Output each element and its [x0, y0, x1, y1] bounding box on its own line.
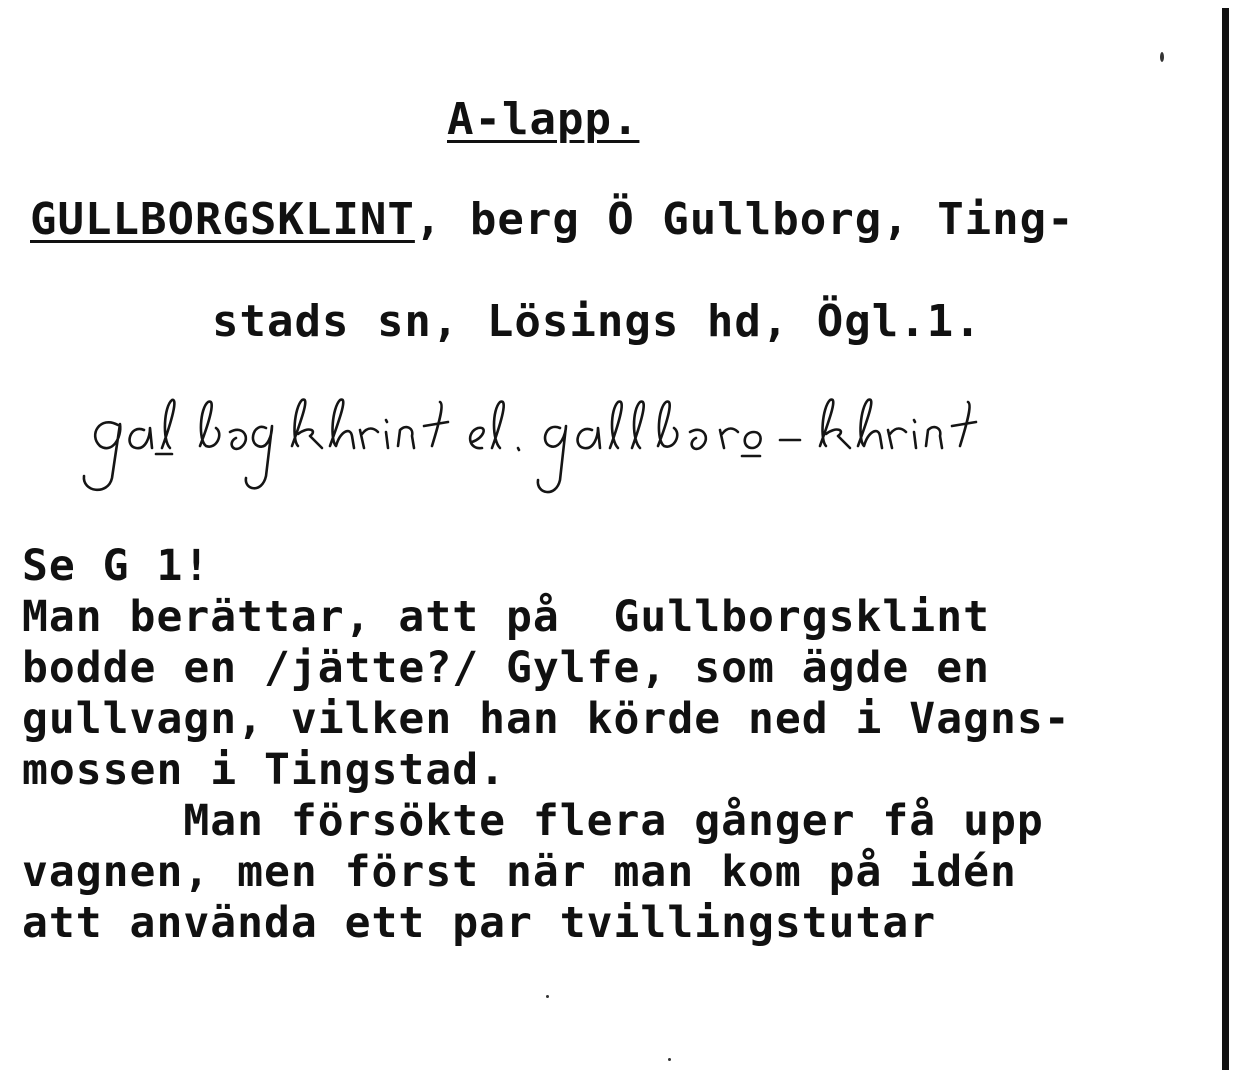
- scan-speck: [546, 995, 549, 998]
- card-title: A-lapp.: [447, 94, 640, 145]
- place-heading: [30, 194, 1075, 245]
- handwritten-pronunciation: [60, 380, 1040, 500]
- body-line: Man berättar, att på Gullborgsklint: [22, 592, 990, 642]
- body-line: Man försökte flera gånger få upp: [22, 796, 1044, 846]
- scan-speck: [1160, 52, 1164, 62]
- body-line: att använda ett par tvillingstutar: [22, 898, 937, 948]
- card-edge-line: [1222, 8, 1229, 1070]
- place-name: GULLBORGSKLINT: [30, 194, 415, 245]
- place-description: , berg Ö Gullborg, Ting-: [414, 194, 1075, 245]
- body-line: gullvagn, vilken han körde ned i Vagns-: [22, 694, 1071, 744]
- scan-speck: [668, 1058, 671, 1061]
- body-line: Se G 1!: [22, 541, 211, 591]
- body-line: bodde en /jätte?/ Gylfe, som ägde en: [22, 643, 990, 693]
- place-location: stads sn, Lösings hd, Ögl.1.: [212, 296, 982, 347]
- body-line: mossen i Tingstad.: [22, 745, 506, 795]
- body-line: vagnen, men först när man kom på idén: [22, 847, 1017, 897]
